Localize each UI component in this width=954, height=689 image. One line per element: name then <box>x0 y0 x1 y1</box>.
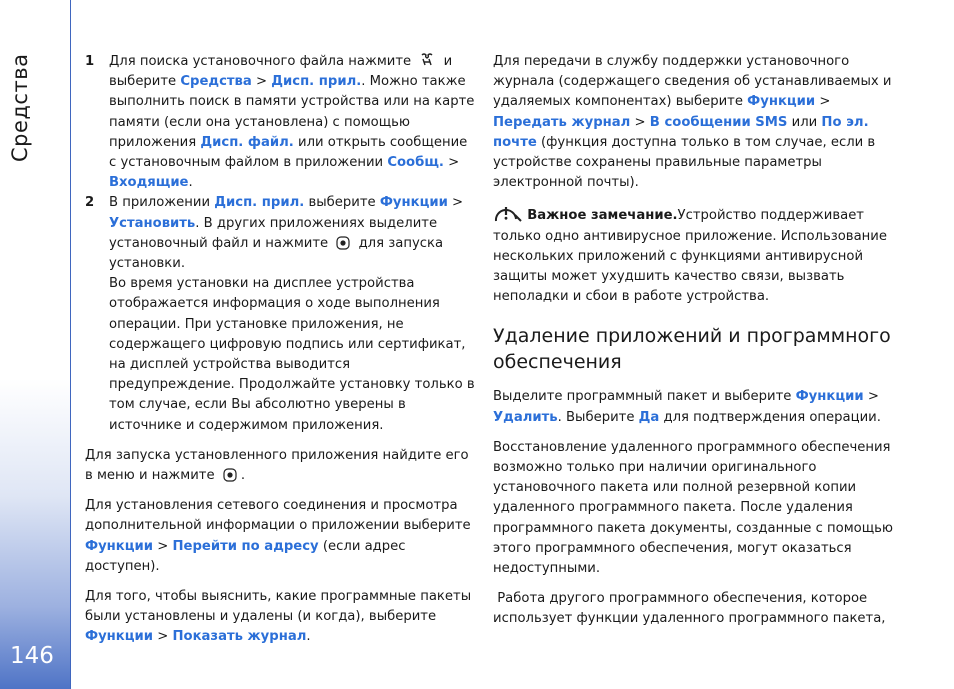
separator: > <box>867 389 879 405</box>
step-text: . В других приложениях выделите установочный файл и нажмите <box>109 215 438 251</box>
paragraph: Работа другого программного обеспечения, которое использует функции удаленного программного пакета, <box>493 591 886 627</box>
left-column <box>85 52 475 658</box>
link-funktsii[interactable]: Функции <box>747 94 816 110</box>
section-title: Средства <box>8 53 32 162</box>
paragraph <box>85 496 475 577</box>
joystick-select-icon <box>223 468 237 482</box>
link-ustanovit[interactable]: Установить <box>109 215 196 231</box>
joystick-select-icon <box>336 236 350 250</box>
step-number: 1 <box>85 54 95 69</box>
important-note <box>493 203 893 307</box>
link-v-soobschenii-sms[interactable]: В сообщении SMS <box>649 114 788 130</box>
link-pereyti-po-adresu[interactable]: Перейти по адресу <box>172 538 319 554</box>
step-text: . <box>188 175 193 191</box>
step-1 <box>85 52 475 193</box>
step-text: В приложении <box>109 195 211 211</box>
right-column <box>493 52 893 640</box>
paragraph-text: Выделите программный пакет и выберите <box>493 389 792 405</box>
section-heading: Удаление приложений и программного обеспечения <box>493 325 891 374</box>
step-text: . Можно также выполнить поиск в памяти устройства или на карте памяти (если она установлена) с помощью приложения <box>109 74 475 150</box>
paragraph <box>493 387 893 427</box>
menu-key-icon <box>419 53 435 67</box>
step-text: Для поиска установочного файла нажмите <box>109 54 412 69</box>
link-da[interactable]: Да <box>638 409 660 425</box>
paragraph-text: (функция доступна только в том случае, если в устройстве сохранены правильные параметры электронной почты). <box>493 134 876 191</box>
link-peredat-zhurnal[interactable]: Передать журнал <box>493 114 631 130</box>
step-2 <box>85 193 475 435</box>
step-number: 2 <box>85 195 95 211</box>
paragraph-text: . Выберите <box>557 409 635 425</box>
important-note-icon <box>493 203 523 223</box>
paragraph-text: Для запуска установленного приложения найдите его в меню и нажмите <box>85 447 469 484</box>
paragraph-text: Для установления сетевого соединения и просмотра дополнительной информации о приложении выберите <box>85 498 471 534</box>
step-text: для запуска установки. <box>109 235 444 272</box>
link-po-el-pochte[interactable]: По эл. почте <box>493 114 869 150</box>
paragraph <box>85 587 475 648</box>
link-disp-pril[interactable]: Дисп. прил. <box>271 74 362 90</box>
step-text: выберите <box>308 195 376 211</box>
paragraph-text: . <box>306 629 311 645</box>
sidebar-strip <box>0 0 71 689</box>
step-text: Во время установки на дисплее устройства отображается информация о ходе выполнения операции. При установке приложения, не содержащего цифровую подпись или сертификат, на дисплей устройства выводится предупреждение. Продолжайте установку только в том случае, если Вы абсолютно уверены в источнике и содержимом приложения. <box>109 276 475 433</box>
link-disp-pril[interactable]: Дисп. прил. <box>214 195 305 211</box>
separator: > <box>157 629 169 645</box>
paragraph-text: для подтверждения операции. <box>663 409 881 425</box>
link-disp-fail[interactable]: Дисп. файл. <box>200 134 294 150</box>
link-funktsii[interactable]: Функции <box>795 389 864 405</box>
paragraph-text: или <box>791 114 818 130</box>
link-sredstva[interactable]: Средства <box>180 74 252 90</box>
paragraph <box>85 446 475 486</box>
note-label: Важное замечание. <box>527 208 678 224</box>
separator: > <box>157 538 169 554</box>
link-soobsch[interactable]: Сообщ. <box>387 155 444 171</box>
page-number: 146 <box>10 643 54 669</box>
separator: > <box>634 114 646 130</box>
paragraph-text: Для передачи в службу поддержки установочного журнала (содержащего сведения об устанавливаемых и удаляемых компонентах) выберите <box>493 54 892 110</box>
paragraph-text: (если адрес доступен). <box>85 538 406 574</box>
separator: > <box>256 74 268 90</box>
paragraph <box>493 52 893 193</box>
step-text: и выберите <box>109 54 453 90</box>
step-text: или открыть сообщение с установочным файлом в приложении <box>109 134 468 171</box>
note-text: Устройство поддерживает только одно антивирусное приложение. Использование нескольких приложений с функциями антивирусной защиты может ухудшить качество связи, вызвать неполадки и сбои в работе устройства. <box>493 208 887 305</box>
link-funktsii[interactable]: Функции <box>85 538 153 554</box>
separator: > <box>452 195 464 211</box>
paragraph-text: Для того, чтобы выяснить, какие программные пакеты были установлены и удалены (и когда), выберите <box>85 589 472 625</box>
separator: > <box>448 155 460 171</box>
link-funktsii[interactable]: Функции <box>85 629 153 645</box>
link-pokazat-zhurnal[interactable]: Показать журнал <box>172 629 307 645</box>
paragraph-text: . <box>240 468 246 484</box>
link-funktsii[interactable]: Функции <box>379 195 448 211</box>
paragraph: Восстановление удаленного программного обеспечения возможно только при наличии оригинального установочного пакета или полной резервной копии удаленного программного пакета. После удаления программного пакета документы, созданные с помощью этого программного обеспечения, могут оказаться недоступными. <box>493 439 894 577</box>
link-udalit[interactable]: Удалить <box>493 409 558 425</box>
separator: > <box>819 94 831 110</box>
link-vhodyaschie[interactable]: Входящие <box>109 175 189 191</box>
